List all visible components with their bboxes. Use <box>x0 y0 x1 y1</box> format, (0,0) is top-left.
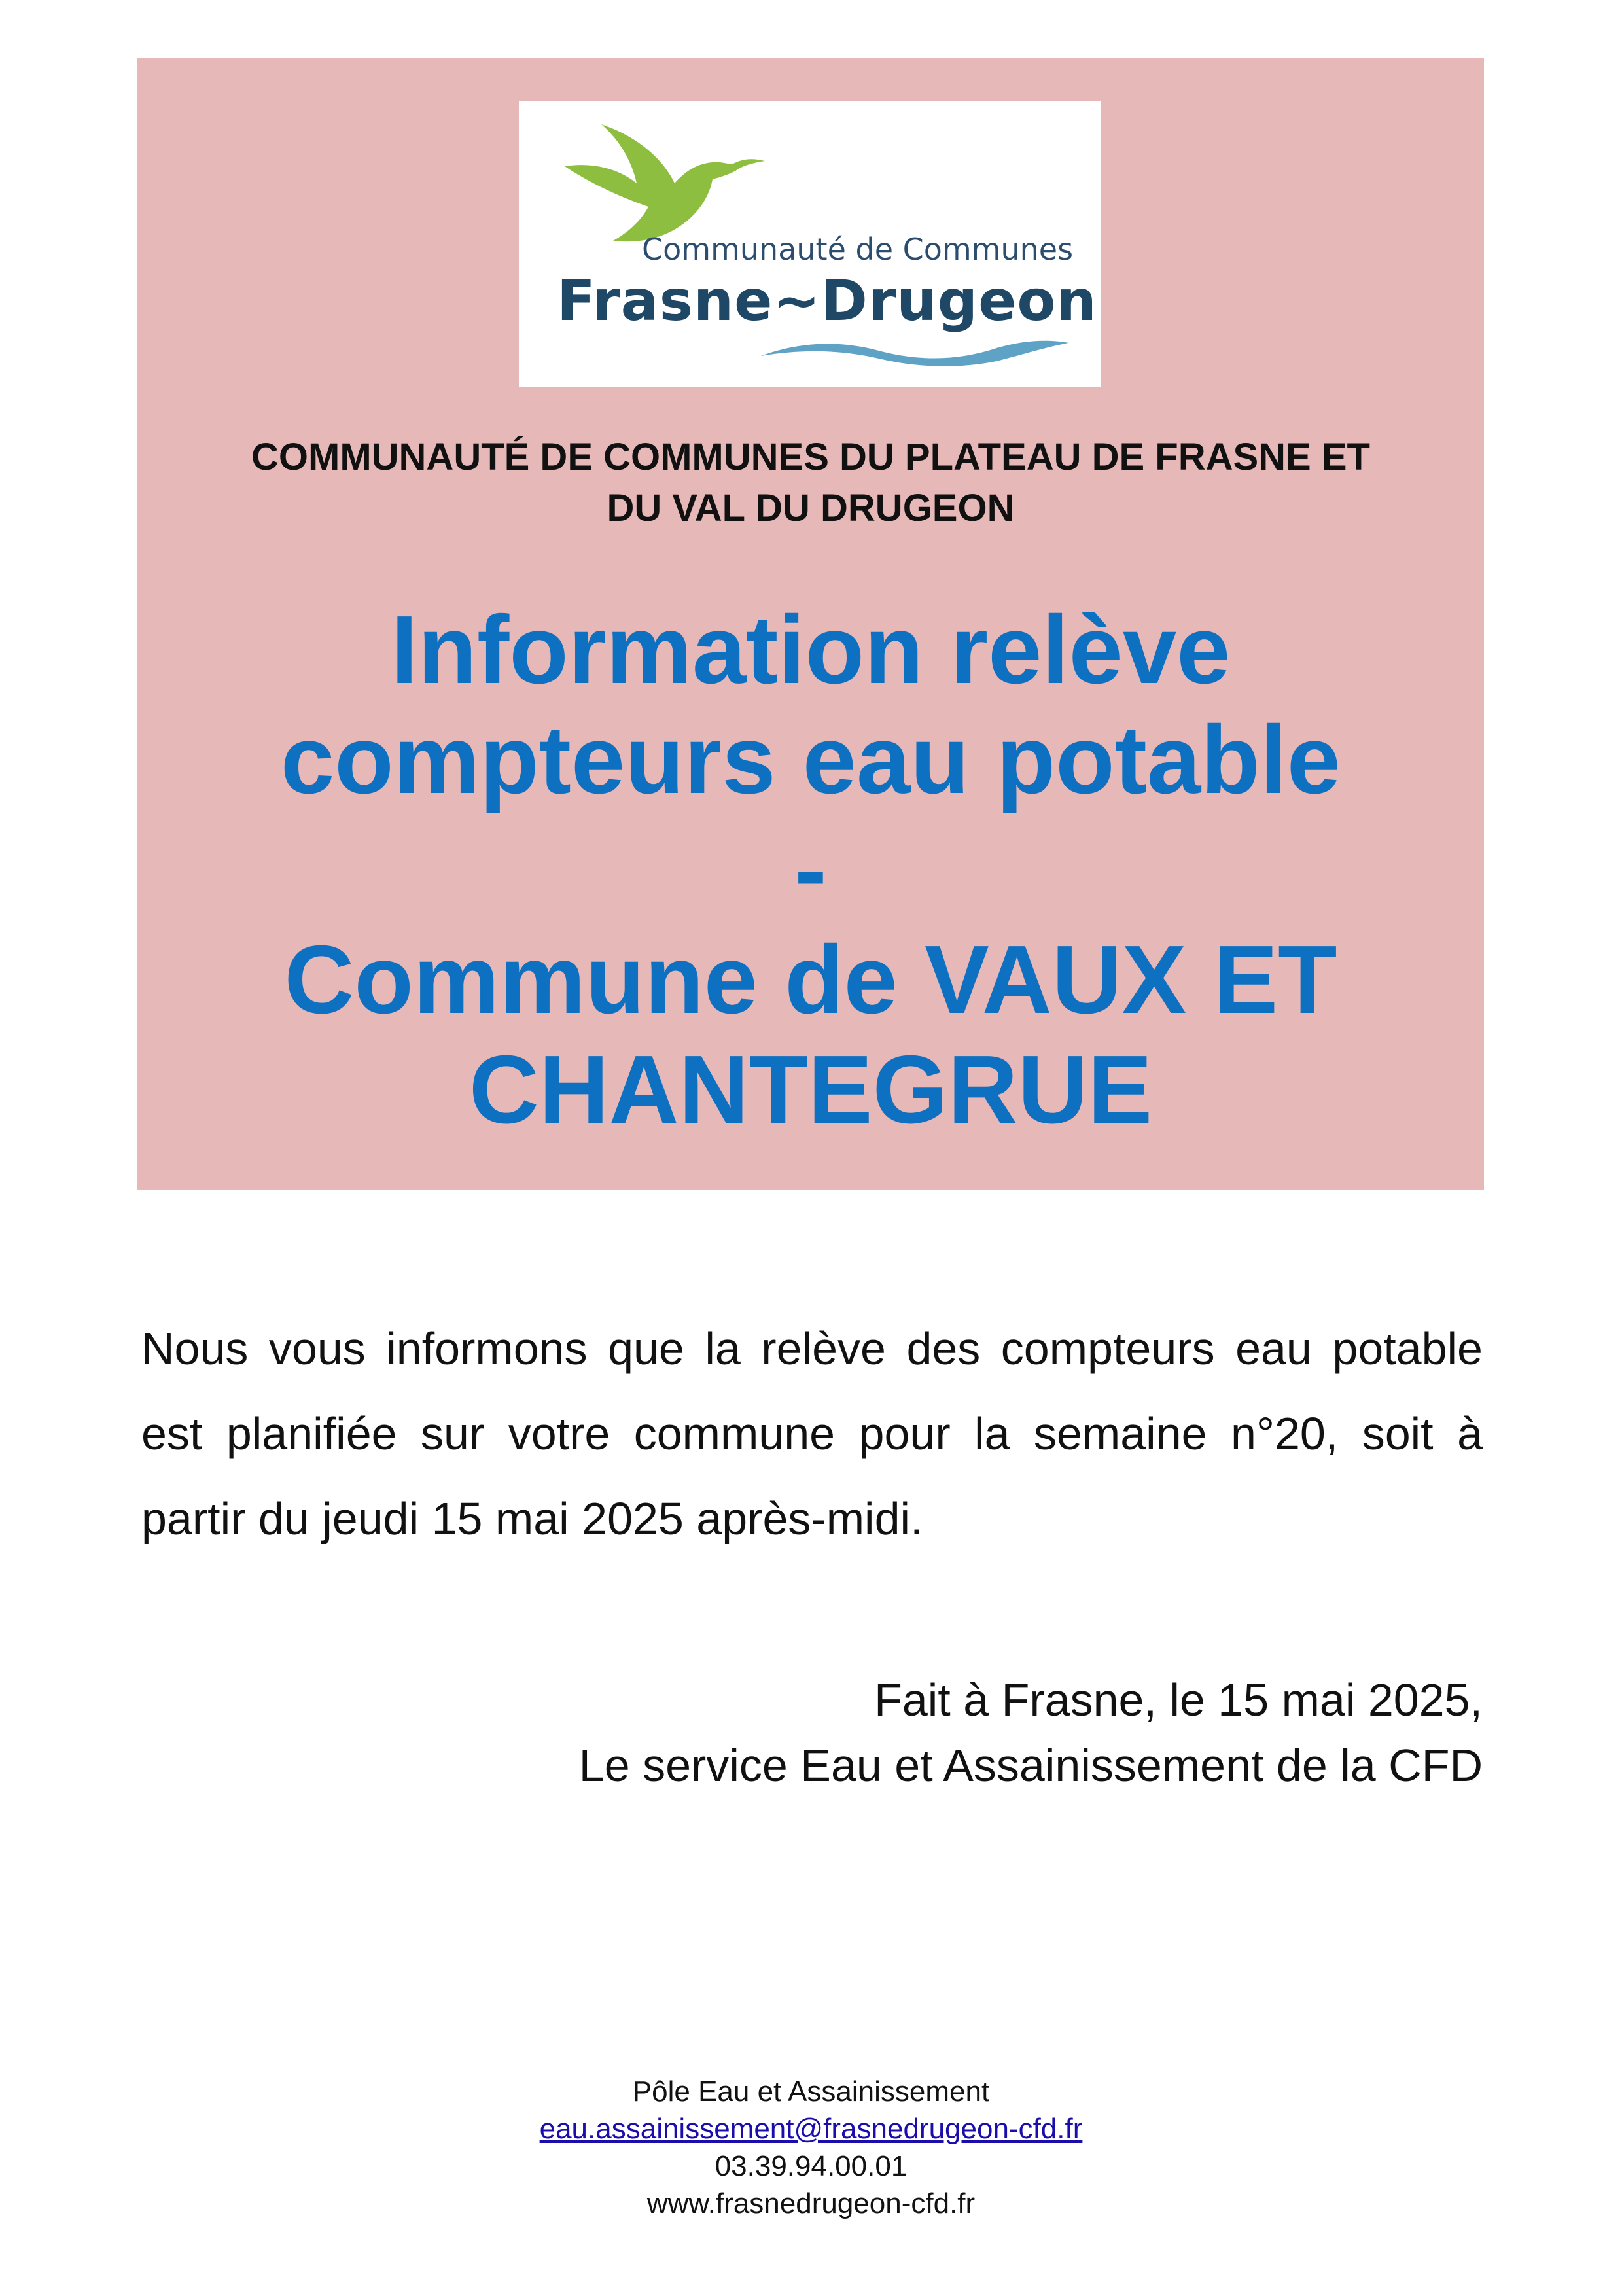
footer-department: Pôle Eau et Assainissement <box>632 2075 990 2108</box>
title-line: Information relève <box>391 596 1231 704</box>
footer <box>0 2073 1622 2222</box>
footer-phone: 03.39.94.00.01 <box>714 2150 908 2182</box>
organization-name-line: DU VAL DU DRUGEON <box>607 487 1015 529</box>
signature-place-date: Fait à Frasne, le 15 mai 2025, <box>874 1674 1483 1725</box>
organization-name-line: COMMUNAUTÉ DE COMMUNES DU PLATEAU DE FRASNE ET <box>251 436 1370 478</box>
announcement-paragraph: Nous vous informons que la relève des compteurs eau potable est planifiée sur votre commune pour la semaine n°20, soit à partir du jeudi 15 mai 2025 après-midi. <box>141 1323 1483 1544</box>
logo-subtitle: Communauté de Communes <box>642 232 1074 267</box>
signature <box>579 1667 1483 1798</box>
title-line: CHANTEGRUE <box>468 1036 1153 1144</box>
footer-website: www.frasnedrugeon-cfd.fr <box>646 2187 976 2219</box>
title-line: - <box>794 816 827 924</box>
logo <box>519 101 1101 387</box>
organization-name <box>137 432 1484 534</box>
title-line: compteurs eau potable <box>280 706 1341 814</box>
title-line: Commune de VAUX ET <box>284 926 1337 1034</box>
logo-name: Frasne~Drugeon <box>557 268 1097 334</box>
footer-email-link[interactable]: eau.assainissement@frasnedrugeon-cfd.fr <box>539 2113 1083 2145</box>
page-title <box>137 595 1484 1145</box>
wave-logo-icon <box>761 328 1068 368</box>
signature-service: Le service Eau et Assainissement de la CFD <box>578 1740 1483 1791</box>
